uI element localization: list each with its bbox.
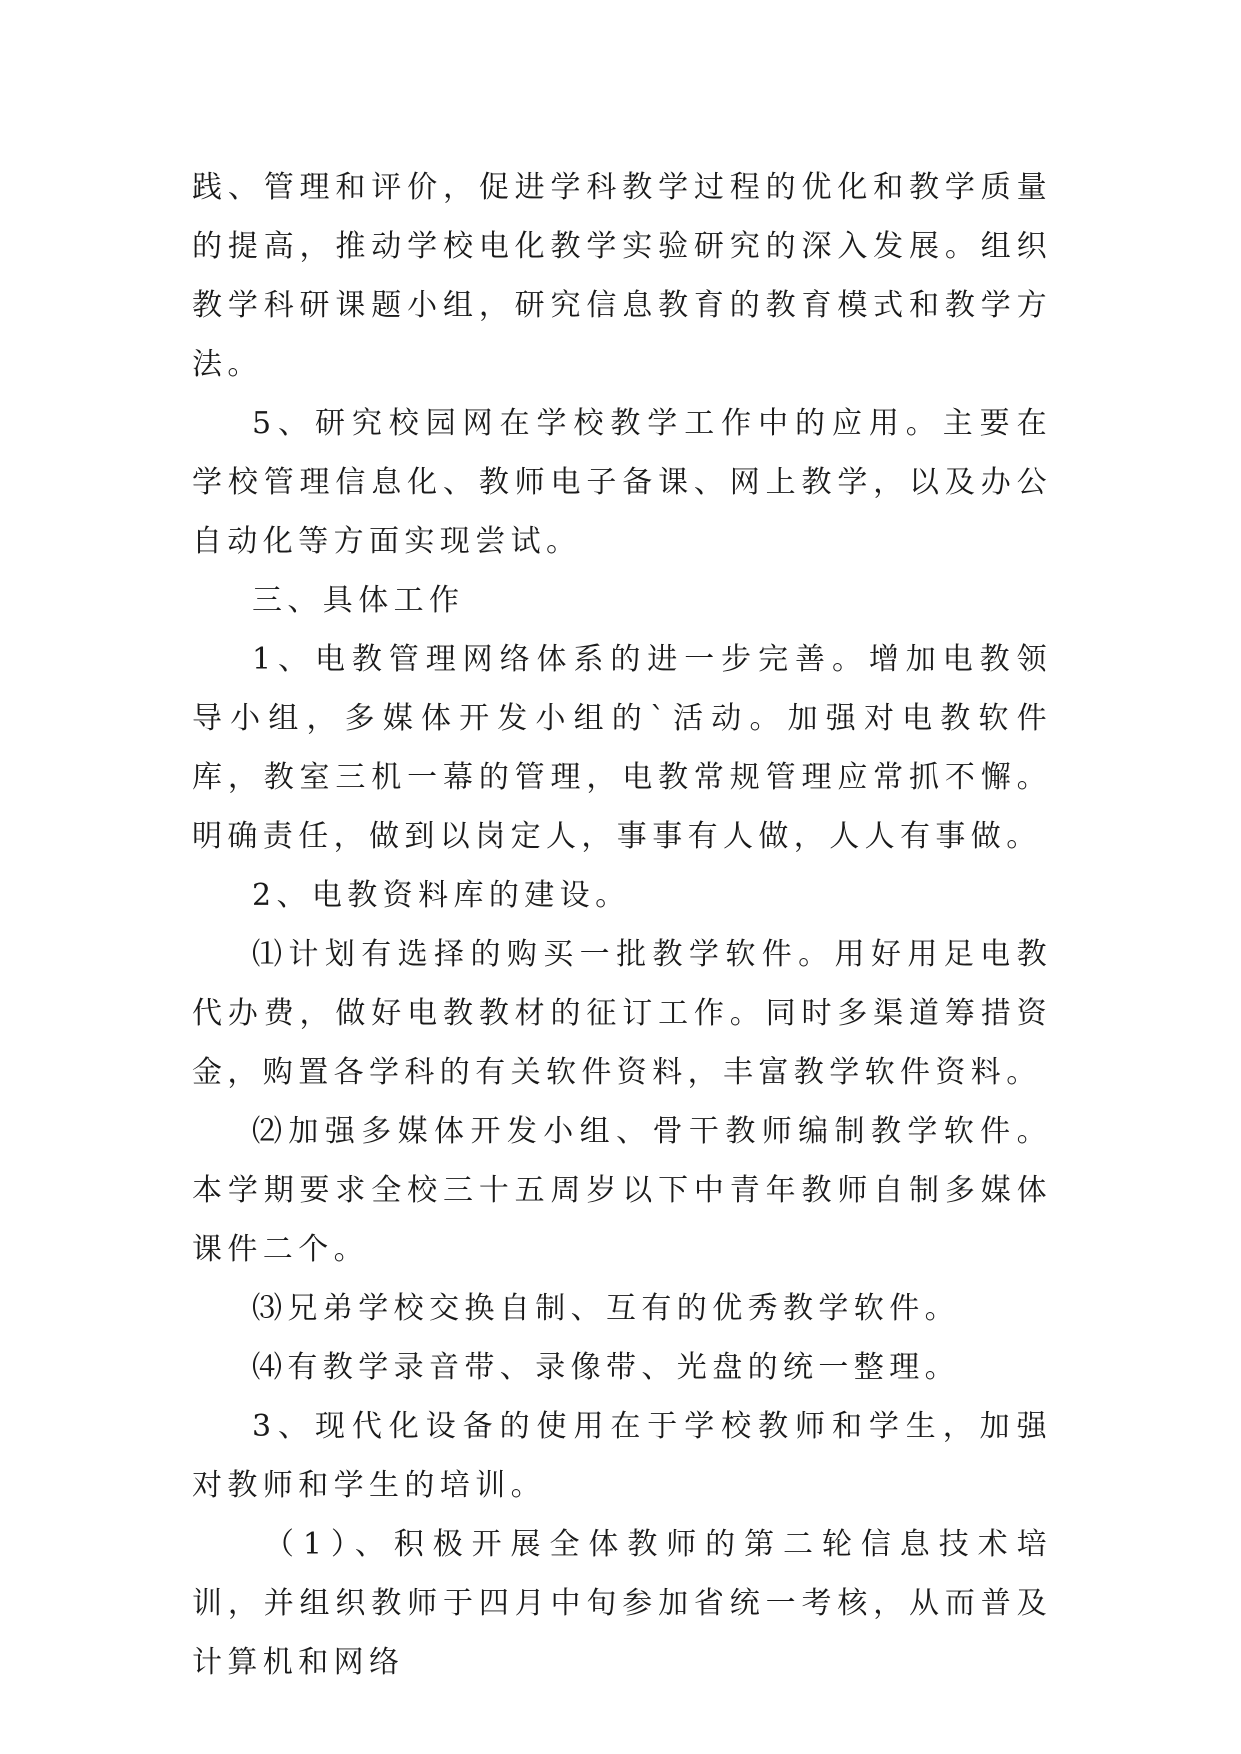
paragraph-item-1-management-network: 1、电教管理网络体系的进一步完善。增加电教领导小组，多媒体开发小组的`活动。加强对电教软件库，教室三机一幕的管理，电教常规管理应常抓不懈。明确责任，做到以岗定人，事事有人做，人人有事做。 [192,642,1052,854]
paragraph-item-3-training: 3、现代化设备的使用在于学校教师和学生，加强对教师和学生的培训。 [192,1409,1052,1503]
paragraph-subitem-2-develop-courseware: ⑵加强多媒体开发小组、骨干教师编制教学软件。本学期要求全校三十五周岁以下中青年教师自制多媒体课件二个。 [192,1114,1052,1267]
section-heading-specific-work: 三、具体工作 [252,583,465,618]
paragraph-subitem-4-organize-media: ⑷有教学录音带、录像带、光盘的统一整理。 [252,1350,960,1385]
paragraph-item-2-resource-library: 2、电教资料库的建设。 [252,878,631,913]
paragraph-continued-practice: 践、管理和评价，促进学科教学过程的优化和教学质量的提高，推动学校电化教学实验研究的深入发展。组织教学科研课题小组，研究信息教育的教育模式和教学方法。 [192,170,1052,382]
paragraph-subitem-3-exchange-software: ⑶兄弟学校交换自制、互有的优秀教学软件。 [252,1291,960,1326]
paragraph-subitem-1-purchase-software: ⑴计划有选择的购买一批教学软件。用好用足电教代办费，做好电教教材的征订工作。同时多渠道筹措资金，购置各学科的有关软件资料，丰富教学软件资料。 [192,937,1052,1090]
document-body [192,158,1052,1692]
paragraph-item-5-campus-network: 5、研究校园网在学校教学工作中的应用。主要在学校管理信息化、教师电子备课、网上教学，以及办公自动化等方面实现尝试。 [192,406,1052,559]
paragraph-subitem-1-it-training: （1）、积极开展全体教师的第二轮信息技术培训，并组织教师于四月中旬参加省统一考核，从而普及计算机和网络 [192,1527,1052,1680]
